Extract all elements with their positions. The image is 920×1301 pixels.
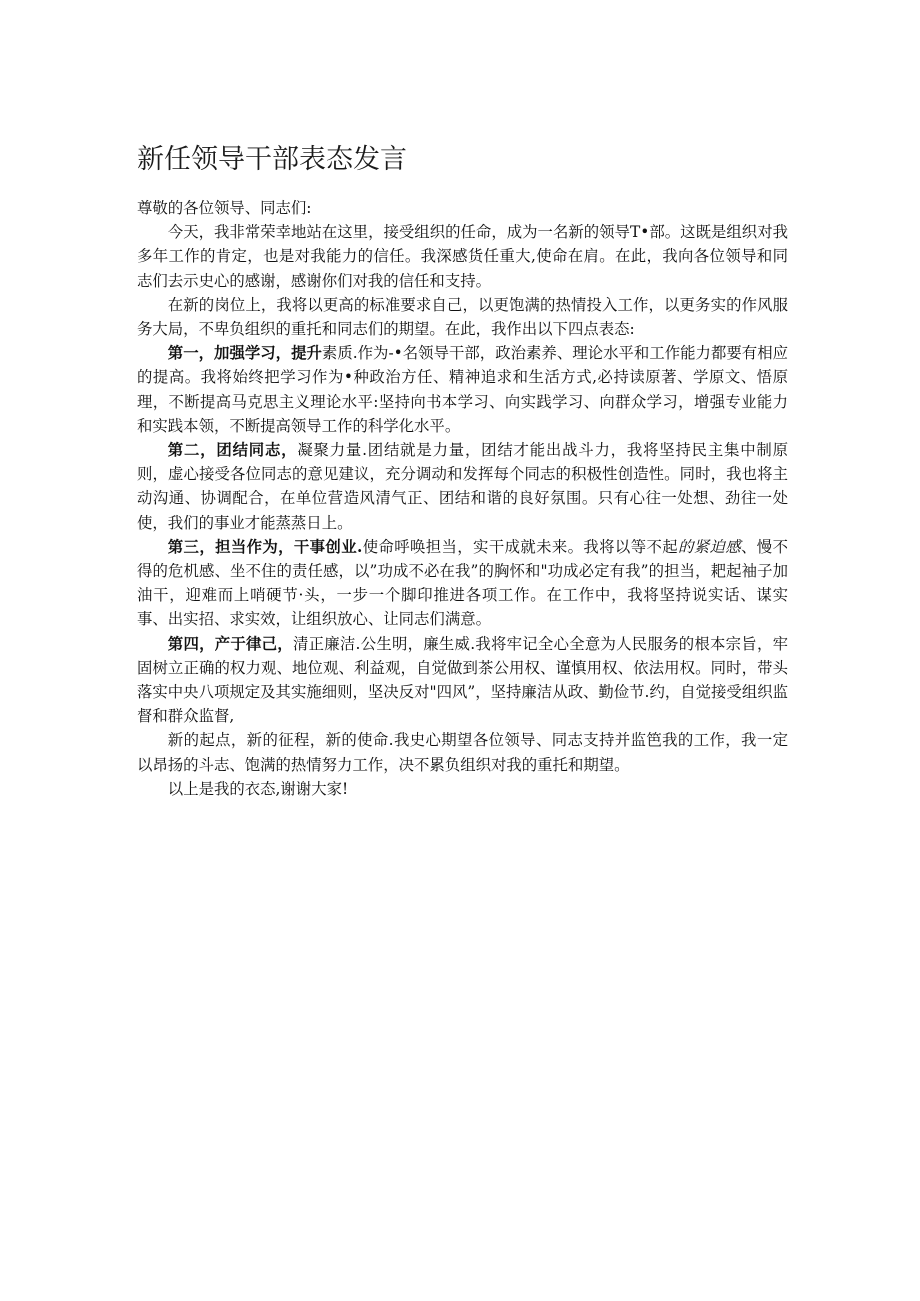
paragraph-intro: 今天，我非常荣幸地站在这里，接受组织的任命，成为一名新的领导T•部。这既是组织对我多年工作的肯定，也是对我能力的信任。我深感货任重大,使命在肩。在此，我向各位领导和同志们去示史心的感谢，感谢你们对我的信任和支持。 (137, 223, 788, 290)
point-two-heading: 第二，团结同志， (167, 441, 298, 460)
paragraph-closing: 新的起点，新的征程，新的使命.我史心期望各位领导、同志支持并监笆我的工作，我一定以昂扬的斗志、饱满的热情努力工作，决不累负组织对我的重托和期望。 (137, 731, 788, 774)
paragraph-thanks: 以上是我的衣态,谢谢大家! (167, 779, 349, 798)
point-three-italic: 的紧迫感 (677, 537, 742, 556)
paragraph-point-four (137, 632, 788, 729)
paragraph-point-one (137, 341, 788, 438)
point-two-text: 凝聚力量.团结就是力量，团结才能出战斗力，我将坚持民主集中制原则，虚心接受各位同志的意见建议，充分调动和发挥每个同志的积极性创造性。同时，我也将主动沟通、协调配合，在单位营造风清气正、团结和谐的良好氛围。只有心往一处想、劲往一处使，我们的事业才能蒸蒸日上。 (137, 441, 788, 532)
point-four-text: 清正廉洁.公生明，廉生威.我将牢记全心全意为人民服务的根本宗旨，牢固树立正确的权力观、地位观、利益观，自觉做到茶公用权、谨慎用权、依法用权。同时，带头落实中央八项规定及其实施细则，坚决反对"四风”，坚持廉洁从政、勤俭节.约，自觉接受组织监督和群众监督, (137, 634, 788, 726)
point-one-text: 素质.作为-•名领导干部，政治素养、理论水平和工作能力都要有相应的提高。我将始终把学习作为•种政治方任、精神追求和生活方式,必持读原著、学原文、悟原理，不断提高马克思主义理论水平:坚持向书本学习、向实践学习、向群众学习，增强专业能力和实践本领，不断提高领导工作的科学化水平。 (137, 344, 788, 435)
greeting-line: 尊敬的各位领导、同志们: (137, 199, 312, 217)
point-one-heading: 第一，加强学习，提升 (167, 344, 322, 363)
paragraph-statement: 在新的岗位上，我将以更高的标准要求自己，以更饱满的热情投入工作，以更务实的作风服务大局，不卑负组织的重托和同志们的期望。在此，我作出以下四点表态: (137, 295, 788, 339)
document-title: 新任领导干部表态发言 (137, 144, 407, 175)
paragraph-point-three (137, 535, 788, 632)
point-three-heading: 第三，担当作为，干事创业. (167, 537, 363, 556)
point-three-text-start: 使命呼唤担当，实干成就未来。我将以等不起 (362, 537, 678, 556)
document-body (137, 196, 788, 801)
point-three-text: 、慢不得的危机感、坐不住的责任感，以”功成不必在我”的胸怀和"功成必定有我”的担当，耙起袖子加油干，迎难而上哨硬节·头，一步一个脚印推进各项工作。在工作中，我将坚持说实话、谋实事、出实招、求实效，让组织放心、让同志们满意。 (137, 537, 788, 629)
point-four-heading: 第四，产于律己， (167, 634, 293, 653)
paragraph-point-two (137, 438, 788, 535)
